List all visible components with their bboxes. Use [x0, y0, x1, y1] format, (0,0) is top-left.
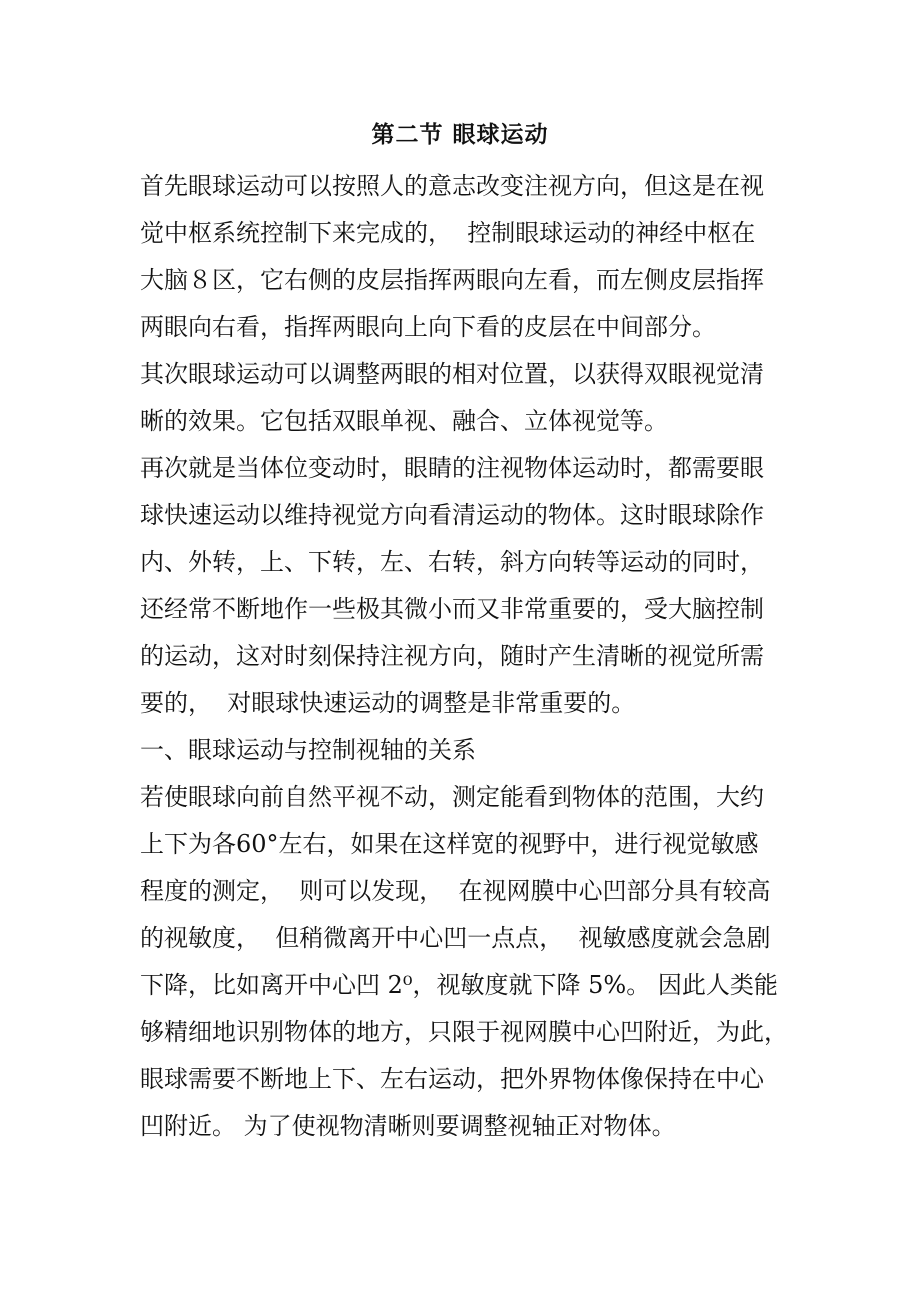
text-line: 晰的效果。它包括双眼单视、融合、立体视觉等。 [140, 407, 668, 435]
text-line: 凹附近。 为了使视物清晰则要调整视轴正对物体。 [140, 1112, 676, 1140]
text-line: 再次就是当体位变动时，眼睛的注视物体运动时，都需要眼 [140, 454, 764, 482]
text-line: 要的， 对眼球快速运动的调整是非常重要的。 [140, 689, 636, 717]
text-line: 两眼向右看，指挥两眼向上向下看的皮层在中间部分。 [140, 313, 716, 341]
text-line: 内、外转，上、下转，左、右转，斜方向转等运动的同时， [140, 548, 764, 576]
text-line: 下降，比如离开中心凹 2⁰，视敏度就下降 5%。 因此人类能 [140, 971, 778, 999]
text-line: 其次眼球运动可以调整两眼的相对位置，以获得双眼视觉清 [140, 360, 764, 388]
text-line: 够精细地识别物体的地方，只限于视网膜中心凹附近，为此， [140, 1018, 788, 1046]
text-line: 眼球需要不断地上下、左右运动，把外界物体像保持在中心 [140, 1065, 764, 1093]
subsection-heading: 一、眼球运动与控制视轴的关系 [140, 736, 476, 764]
text-line: 的运动，这对时刻保持注视方向，随时产生清晰的视觉所需 [140, 642, 764, 670]
text-line: 还经常不断地作一些极其微小而又非常重要的，受大脑控制 [140, 595, 764, 623]
text-line: 觉中枢系统控制下来完成的， 控制眼球运动的神经中枢在 [140, 219, 756, 247]
text-line: 大脑８区，它右侧的皮层指挥两眼向左看，而左侧皮层指挥 [140, 266, 764, 294]
text-line: 若使眼球向前自然平视不动，测定能看到物体的范围，大约 [140, 783, 764, 811]
body-text [140, 163, 790, 1150]
text-line: 的视敏度， 但稍微离开中心凹一点点， 视敏感度就会急剧 [140, 924, 771, 952]
section-title: 第二节 眼球运动 [371, 121, 549, 148]
text-line: 首先眼球运动可以按照人的意志改变注视方向，但这是在视 [140, 172, 764, 200]
text-line: 球快速运动以维持视觉方向看清运动的物体。这时眼球除作 [140, 501, 764, 529]
text-line: 上下为各60°左右，如果在这样宽的视野中，进行视觉敏感 [140, 830, 759, 858]
text-line: 程度的测定， 则可以发现， 在视网膜中心凹部分具有较高 [140, 877, 771, 905]
